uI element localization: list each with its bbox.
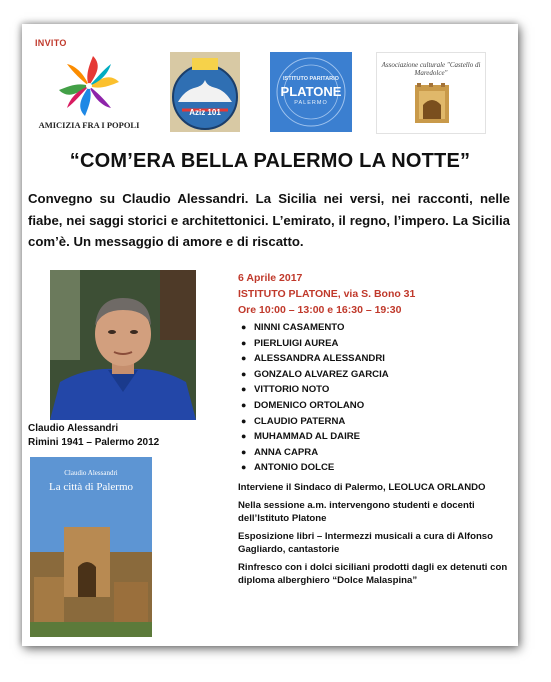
aziz-label: Aziz 101: [189, 108, 221, 117]
speaker-name: CLAUDIO PATERNA: [254, 415, 346, 427]
book-title: La città di Palermo: [49, 481, 133, 493]
speaker-name: ALESSANDRA ALESSANDRI: [254, 353, 385, 365]
castello-maredolce-logo: [376, 52, 486, 134]
intro-paragraph: Convegno su Claudio Alessandri. La Sicilia nei versi, nei racconti, nelle fiabe, nei saggi storici e architettonici. L’emirato, il regno, l’impero. La Sicilia com’è. Un messaggio di amore e di riscatto.: [28, 191, 510, 249]
event-details: [238, 270, 508, 587]
caption-dates: Rimini 1941 – Palermo 2012: [28, 437, 160, 448]
speaker-name: NINNI CASAMENTO: [254, 322, 345, 333]
invitation-sheet: [22, 24, 518, 646]
bullet-icon: ●: [241, 337, 247, 348]
speaker-name: DOMENICO ORTOLANO: [254, 399, 365, 411]
note-sindaco: Interviene il Sindaco di Palermo, LEOLUCA ORLANDO: [238, 481, 486, 493]
event-date: 6 Aprile 2017: [238, 272, 303, 284]
istituto-platone-logo: [270, 52, 352, 132]
pinwheel-icon: [34, 52, 144, 122]
speaker-name: PIERLUIGI AUREA: [254, 337, 339, 349]
book-cover: [30, 457, 152, 637]
aziz-emblem-icon: [170, 52, 240, 132]
event-hours: Ore 10:00 – 13:00 e 16:30 – 19:30: [238, 304, 402, 316]
castello-label: Associazione culturale "Castello di Maredolce": [381, 61, 481, 77]
bullet-icon: ●: [241, 399, 247, 410]
bullet-icon: ●: [241, 368, 247, 379]
speaker-item: [238, 414, 508, 430]
aziz-logo: [170, 52, 240, 132]
speaker-item: [238, 445, 508, 461]
speaker-name: ANTONIO DOLCE: [254, 462, 335, 474]
invito-label: INVITO: [35, 38, 67, 48]
book-author: Claudio Alessandri: [64, 469, 118, 477]
bullet-icon: ●: [241, 446, 247, 457]
castle-drawing-icon: [377, 53, 485, 133]
bullet-icon: ●: [241, 431, 247, 442]
portrait-photo: [50, 270, 196, 420]
note-rinfresco: Rinfresco con i dolci siciliani prodotti dagli ex detenuti con diploma alberghiero “Dolce Malaspina”: [238, 561, 508, 586]
speaker-item: [238, 429, 508, 445]
caption-name: Claudio Alessandri: [28, 423, 119, 434]
speaker-name: MUHAMMAD AL DAIRE: [254, 431, 361, 443]
platone-small-label: ISTITUTO PARITARIO: [283, 76, 339, 82]
bullet-icon: ●: [241, 415, 247, 426]
speaker-item: [238, 320, 508, 336]
platone-label: PLATONE: [280, 84, 342, 99]
speaker-name: ANNA CAPRA: [254, 446, 319, 458]
speaker-item: [238, 460, 508, 476]
speaker-item: [238, 351, 508, 367]
note-esposizione: Esposizione libri – Intermezzi musicali a cura di Alfonso Gagliardo, cantastorie: [238, 530, 494, 555]
speaker-list: [238, 320, 508, 476]
speaker-item: [238, 382, 508, 398]
bullet-icon: ●: [241, 322, 247, 332]
bullet-icon: ●: [241, 462, 247, 473]
bullet-icon: ●: [241, 353, 247, 364]
amicizia-fra-i-popoli-logo: [34, 52, 144, 132]
speaker-name: GONZALO ALVAREZ GARCIA: [254, 368, 389, 380]
platone-city-label: PALERMO: [294, 100, 328, 106]
note-sessione: Nella sessione a.m. intervengono studenti e docenti dell’Istituto Platone: [238, 499, 475, 524]
bullet-icon: ●: [241, 384, 247, 395]
portrait-caption: [28, 422, 159, 450]
logo-label: AMICIZIA FRA I POPOLI: [38, 120, 140, 130]
speaker-name: VITTORIO NOTO: [254, 384, 330, 396]
speaker-item: [238, 398, 508, 414]
speaker-item: [238, 336, 508, 352]
event-place: ISTITUTO PLATONE, via S. Bono 31: [238, 288, 416, 300]
event-title: “COM’ERA BELLA PALERMO LA NOTTE”: [69, 150, 471, 172]
speaker-item: [238, 367, 508, 383]
